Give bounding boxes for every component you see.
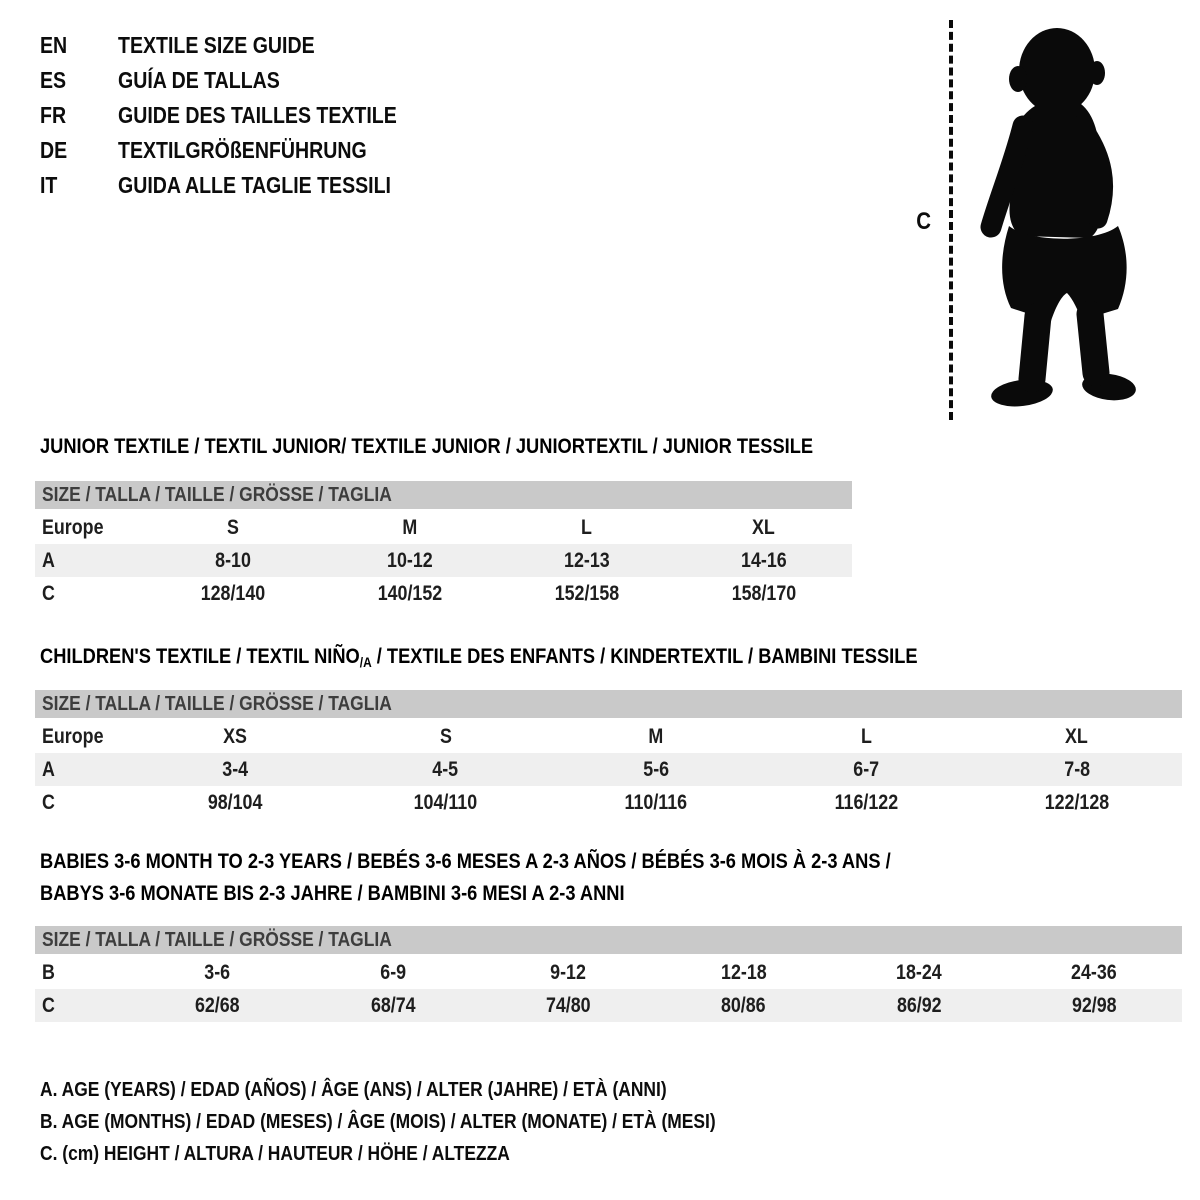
cell-text: S (227, 515, 240, 539)
title-subscript: /A (359, 654, 372, 670)
children-size-header-band (35, 690, 1182, 718)
babies-section-title-line1 (40, 849, 1041, 874)
value-cell (656, 994, 831, 1018)
size-header-label: SIZE / TALLA / TAILLE / GRÖSSE / TAGLIA (42, 692, 392, 715)
legend-text: C. (cm) HEIGHT / ALTURA / HAUTEUR / HÖHE / ALTEZZA (40, 1142, 510, 1165)
value-cell (656, 961, 831, 985)
size-cell (340, 725, 550, 749)
height-measure-label: C (916, 208, 932, 235)
language-row-en (40, 28, 446, 63)
table-row-age-months (35, 956, 1182, 989)
babies-section-title-text: BABYS 3-6 MONATE BIS 2-3 JAHRE / BAMBINI 3-6 MESI A 2-3 ANNI (40, 881, 625, 905)
value-cell (481, 994, 656, 1018)
row-label-cell (35, 516, 145, 540)
cell-text: L (581, 515, 593, 539)
value-cell (499, 549, 676, 573)
cell-text: 122/128 (1044, 790, 1110, 814)
height-dashed-line (949, 20, 953, 420)
cell-text: 12-18 (720, 960, 767, 984)
cell-text: C (42, 790, 55, 814)
row-label-cell (35, 791, 130, 815)
cell-text: M (402, 515, 418, 539)
size-cell (130, 725, 340, 749)
cell-text: 68/74 (370, 993, 416, 1017)
babies-section-title-text: BABIES 3-6 MONTH TO 2-3 YEARS / BEBÉS 3-6 MESES A 2-3 AÑOS / BÉBÉS 3-6 MOIS À 2-3 ANS / (40, 849, 891, 873)
babies-size-table (35, 926, 1182, 1022)
cell-text: 74/80 (545, 993, 591, 1017)
language-label: TEXTILGRÖßENFÜHRUNG (118, 137, 367, 163)
language-row-es (40, 63, 446, 98)
legend-text: A. AGE (YEARS) / EDAD (AÑOS) / ÂGE (ANS) / ALTER (JAHRE) / ETÀ (ANNI) (40, 1078, 667, 1101)
value-cell (340, 791, 550, 815)
size-cell (551, 725, 761, 749)
value-cell (481, 961, 656, 985)
value-cell (340, 758, 550, 782)
cell-text: 3-6 (204, 960, 231, 984)
cell-text: 158/170 (731, 581, 796, 605)
cell-text: C (42, 993, 55, 1017)
babies-size-header-band (35, 926, 1182, 954)
language-row-fr (40, 98, 446, 133)
legend-text: B. AGE (MONTHS) / EDAD (MESES) / ÂGE (MOIS) / ALTER (MONATE) / ETÀ (MESI) (40, 1110, 716, 1133)
table-row-age-years (35, 753, 1182, 786)
cell-text: 14-16 (740, 548, 787, 572)
value-cell (130, 791, 340, 815)
value-cell (145, 582, 322, 606)
value-cell (675, 549, 852, 573)
cell-text: 3-4 (222, 757, 249, 781)
cell-text: B (42, 960, 55, 984)
children-section-title-text (40, 644, 918, 670)
measure-legend (40, 1074, 835, 1170)
language-label: GUÍA DE TALLAS (118, 67, 280, 93)
value-cell (761, 758, 971, 782)
cell-text: 116/122 (834, 790, 899, 814)
value-cell (322, 549, 499, 573)
cell-text: A (42, 757, 55, 781)
value-cell (130, 994, 305, 1018)
language-label: GUIDA ALLE TAGLIE TESSILI (118, 172, 391, 198)
cell-text: 24-36 (1071, 960, 1118, 984)
cell-text: A (42, 548, 55, 572)
legend-age-years (40, 1074, 835, 1106)
cell-text: 152/158 (554, 581, 620, 605)
table-row-height (35, 577, 852, 610)
value-cell (831, 994, 1006, 1018)
size-cell (499, 516, 676, 540)
title-part: / TEXTILE DES ENFANTS / KINDERTEXTIL / BAMBINI TESSILE (371, 644, 918, 668)
language-code: EN (40, 32, 68, 58)
cell-text: 5-6 (643, 757, 669, 781)
title-part: CHILDREN'S TEXTILE / TEXTIL NIÑO (40, 644, 360, 668)
language-code: ES (40, 67, 67, 93)
size-cell (675, 516, 852, 540)
legend-height-cm (40, 1138, 835, 1170)
row-label-cell (35, 758, 130, 782)
size-cell (145, 516, 322, 540)
row-label-cell (35, 725, 130, 749)
cell-text: 9-12 (550, 960, 587, 984)
value-cell (499, 582, 676, 606)
cell-text: 98/104 (207, 790, 263, 814)
table-row-height (35, 786, 1182, 819)
value-cell (305, 994, 480, 1018)
value-cell (1007, 994, 1182, 1018)
language-row-it (40, 168, 446, 203)
value-cell (551, 758, 761, 782)
value-cell (1007, 961, 1182, 985)
table-row-age-years (35, 544, 852, 577)
cell-text: 128/140 (201, 581, 266, 605)
size-header-label: SIZE / TALLA / TAILLE / GRÖSSE / TAGLIA (42, 483, 392, 506)
value-cell (551, 791, 761, 815)
language-label: GUIDE DES TAILLES TEXTILE (118, 102, 397, 128)
cell-text: 62/68 (195, 993, 240, 1017)
cell-text: XL (752, 515, 776, 539)
junior-section-title (40, 434, 950, 459)
cell-text: Europe (42, 515, 104, 539)
cell-text: 6-9 (380, 960, 406, 984)
cell-text: XL (1065, 724, 1089, 748)
cell-text: 104/110 (413, 790, 478, 814)
babies-section-title-line2 (40, 881, 728, 906)
table-row-europe (35, 511, 852, 544)
cell-text: 7-8 (1063, 757, 1090, 781)
cell-text: 86/92 (896, 993, 942, 1017)
row-label-cell (35, 582, 145, 606)
children-section-title (40, 644, 1073, 670)
cell-text: 10-12 (387, 548, 433, 572)
cell-text: 80/86 (721, 993, 766, 1017)
value-cell (972, 758, 1182, 782)
language-label: TEXTILE SIZE GUIDE (118, 32, 315, 58)
cell-text: Europe (42, 724, 104, 748)
junior-section-title-text: JUNIOR TEXTILE / TEXTIL JUNIOR/ TEXTILE JUNIOR / JUNIORTEXTIL / JUNIOR TESSILE (40, 434, 814, 458)
cell-text: 12-13 (564, 548, 610, 572)
language-list (40, 28, 446, 203)
language-code: FR (40, 102, 67, 128)
cell-text: XS (223, 724, 248, 748)
row-label-cell (35, 549, 145, 573)
size-cell (322, 516, 499, 540)
baby-silhouette-icon (969, 22, 1139, 412)
value-cell (761, 791, 971, 815)
cell-text: 8-10 (215, 548, 252, 572)
value-cell (130, 758, 340, 782)
cell-text: 18-24 (896, 960, 942, 984)
value-cell (675, 582, 852, 606)
value-cell (145, 549, 322, 573)
language-row-de (40, 133, 446, 168)
cell-text: 110/116 (624, 790, 688, 814)
cell-text: 4-5 (432, 757, 459, 781)
cell-text: L (860, 724, 872, 748)
junior-size-header-band (35, 481, 852, 509)
value-cell (305, 961, 480, 985)
cell-text: 6-7 (853, 757, 880, 781)
legend-age-months (40, 1106, 835, 1138)
row-label-cell (35, 961, 130, 985)
cell-text: 92/98 (1071, 993, 1117, 1017)
value-cell (831, 961, 1006, 985)
language-code: IT (40, 172, 58, 198)
height-figure (905, 14, 1165, 426)
size-header-label: SIZE / TALLA / TAILLE / GRÖSSE / TAGLIA (42, 928, 392, 951)
cell-text: M (648, 724, 664, 748)
row-label-cell (35, 994, 130, 1018)
table-row-height (35, 989, 1182, 1022)
value-cell (972, 791, 1182, 815)
language-code: DE (40, 137, 68, 163)
cell-text: C (42, 581, 55, 605)
value-cell (130, 961, 305, 985)
cell-text: 140/152 (377, 581, 443, 605)
cell-text: S (439, 724, 452, 748)
value-cell (322, 582, 499, 606)
junior-size-table (35, 481, 852, 610)
children-size-table (35, 690, 1182, 819)
size-cell (761, 725, 971, 749)
size-cell (972, 725, 1182, 749)
table-row-europe (35, 720, 1182, 753)
